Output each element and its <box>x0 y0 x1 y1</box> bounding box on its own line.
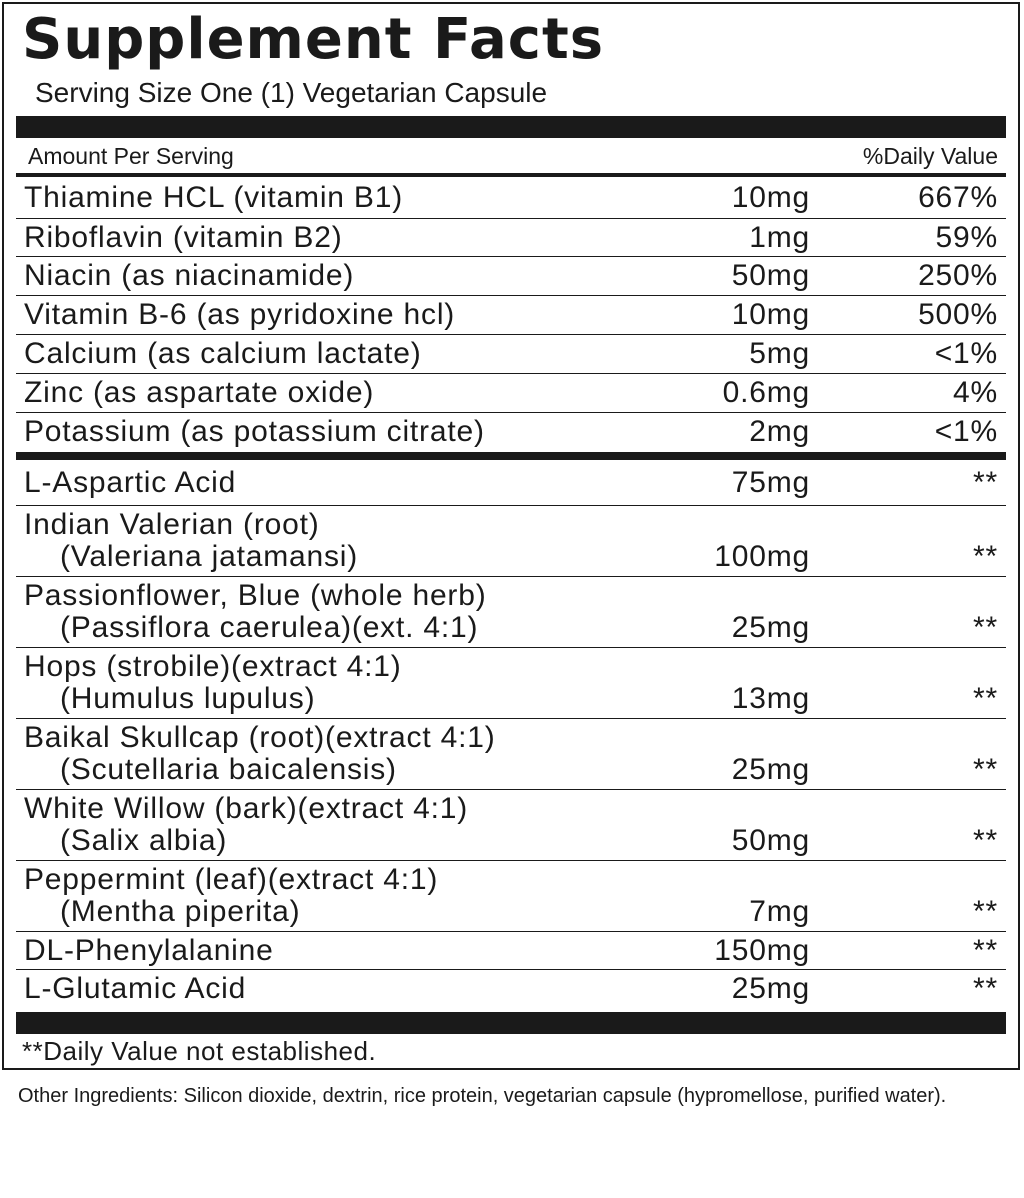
ingredient-daily-value: ** <box>973 466 998 499</box>
ingredient-name: Hops (strobile)(extract 4:1) <box>24 650 402 683</box>
ingredient-name: Passionflower, Blue (whole herb) <box>24 579 487 612</box>
nutrient-daily-value: 4% <box>953 376 998 409</box>
ingredient-amount: 7mg <box>749 895 810 928</box>
ingredient-row <box>16 648 1006 719</box>
nutrient-name: Vitamin B-6 (as pyridoxine hcl) <box>24 298 456 331</box>
ingredient-amount: 100mg <box>714 540 810 573</box>
nutrient-amount: 5mg <box>749 337 810 370</box>
nutrient-amount: 1mg <box>749 221 810 254</box>
ingredient-botanical-name: (Salix albia) <box>60 824 228 857</box>
footnote: **Daily Value not established. <box>22 1036 377 1066</box>
thick-divider-top <box>16 116 1006 138</box>
ingredient-amount: 13mg <box>731 682 810 715</box>
ingredient-botanical-name: (Valeriana jatamansi) <box>60 540 359 573</box>
nutrient-daily-value: 59% <box>935 221 998 254</box>
ingredient-row <box>16 719 1006 790</box>
nutrient-name: Niacin (as niacinamide) <box>24 259 355 292</box>
nutrient-name: Calcium (as calcium lactate) <box>24 337 422 370</box>
ingredient-daily-value: ** <box>973 682 998 715</box>
ingredient-name: L-Glutamic Acid <box>24 972 247 1005</box>
ingredient-name: Indian Valerian (root) <box>24 508 320 541</box>
ingredient-daily-value: ** <box>973 540 998 573</box>
nutrient-daily-value: <1% <box>934 415 998 448</box>
ingredient-row <box>16 970 1006 1010</box>
ingredient-name: DL-Phenylalanine <box>24 934 274 967</box>
ingredient-daily-value: ** <box>973 611 998 644</box>
thick-divider-bottom <box>16 1012 1006 1034</box>
ingredient-amount: 50mg <box>731 824 810 857</box>
ingredient-row <box>16 464 1006 506</box>
amount-per-serving-header: Amount Per Serving <box>28 143 234 169</box>
nutrient-amount: 0.6mg <box>722 376 810 409</box>
nutrient-row <box>16 257 1006 296</box>
ingredient-botanical-name: (Mentha piperita) <box>60 895 301 928</box>
header-divider <box>16 173 1006 177</box>
ingredient-botanical-name: (Passiflora caerulea)(ext. 4:1) <box>60 611 479 644</box>
ingredient-name: Baikal Skullcap (root)(extract 4:1) <box>24 721 496 754</box>
ingredient-row <box>16 932 1006 970</box>
nutrient-row <box>16 374 1006 413</box>
panel-title: Supplement Facts <box>22 7 605 72</box>
ingredient-daily-value: ** <box>973 895 998 928</box>
nutrient-daily-value: 500% <box>918 298 998 331</box>
ingredient-daily-value: ** <box>973 753 998 786</box>
ingredient-botanical-name: (Scutellaria baicalensis) <box>60 753 397 786</box>
section-divider <box>16 452 1006 460</box>
ingredient-daily-value: ** <box>973 934 998 967</box>
nutrient-amount: 50mg <box>731 259 810 292</box>
ingredient-botanical-name: (Humulus lupulus) <box>60 682 316 715</box>
nutrient-row <box>16 219 1006 257</box>
ingredient-row <box>16 506 1006 577</box>
ingredient-daily-value: ** <box>973 972 998 1005</box>
ingredient-row <box>16 577 1006 648</box>
ingredient-name: L-Aspartic Acid <box>24 466 237 499</box>
nutrient-row <box>16 335 1006 374</box>
nutrient-amount: 10mg <box>731 181 810 214</box>
nutrient-row <box>16 296 1006 335</box>
nutrient-daily-value: <1% <box>934 337 998 370</box>
ingredient-amount: 25mg <box>731 972 810 1005</box>
daily-value-header: %Daily Value <box>862 143 998 169</box>
ingredient-name: White Willow (bark)(extract 4:1) <box>24 792 469 825</box>
serving-size: Serving Size One (1) Vegetarian Capsule <box>35 77 548 108</box>
nutrient-amount: 2mg <box>749 415 810 448</box>
nutrient-amount: 10mg <box>731 298 810 331</box>
ingredient-daily-value: ** <box>973 824 998 857</box>
nutrient-row <box>16 413 1006 452</box>
nutrient-row <box>16 179 1006 219</box>
nutrient-name: Potassium (as potassium citrate) <box>24 415 485 448</box>
ingredient-amount: 150mg <box>714 934 810 967</box>
nutrient-name: Riboflavin (vitamin B2) <box>24 221 343 254</box>
ingredient-name: Peppermint (leaf)(extract 4:1) <box>24 863 439 896</box>
nutrient-name: Zinc (as aspartate oxide) <box>24 376 375 409</box>
ingredient-amount: 25mg <box>731 611 810 644</box>
ingredient-row <box>16 861 1006 932</box>
ingredient-amount: 25mg <box>731 753 810 786</box>
ingredient-row <box>16 790 1006 861</box>
other-ingredients: Other Ingredients: Silicon dioxide, dextrin, rice protein, vegetarian capsule (hypromellose, purified water). <box>18 1085 947 1107</box>
nutrient-daily-value: 250% <box>918 259 998 292</box>
nutrient-name: Thiamine HCL (vitamin B1) <box>24 181 403 214</box>
nutrient-daily-value: 667% <box>918 181 998 214</box>
ingredient-amount: 75mg <box>731 466 810 499</box>
